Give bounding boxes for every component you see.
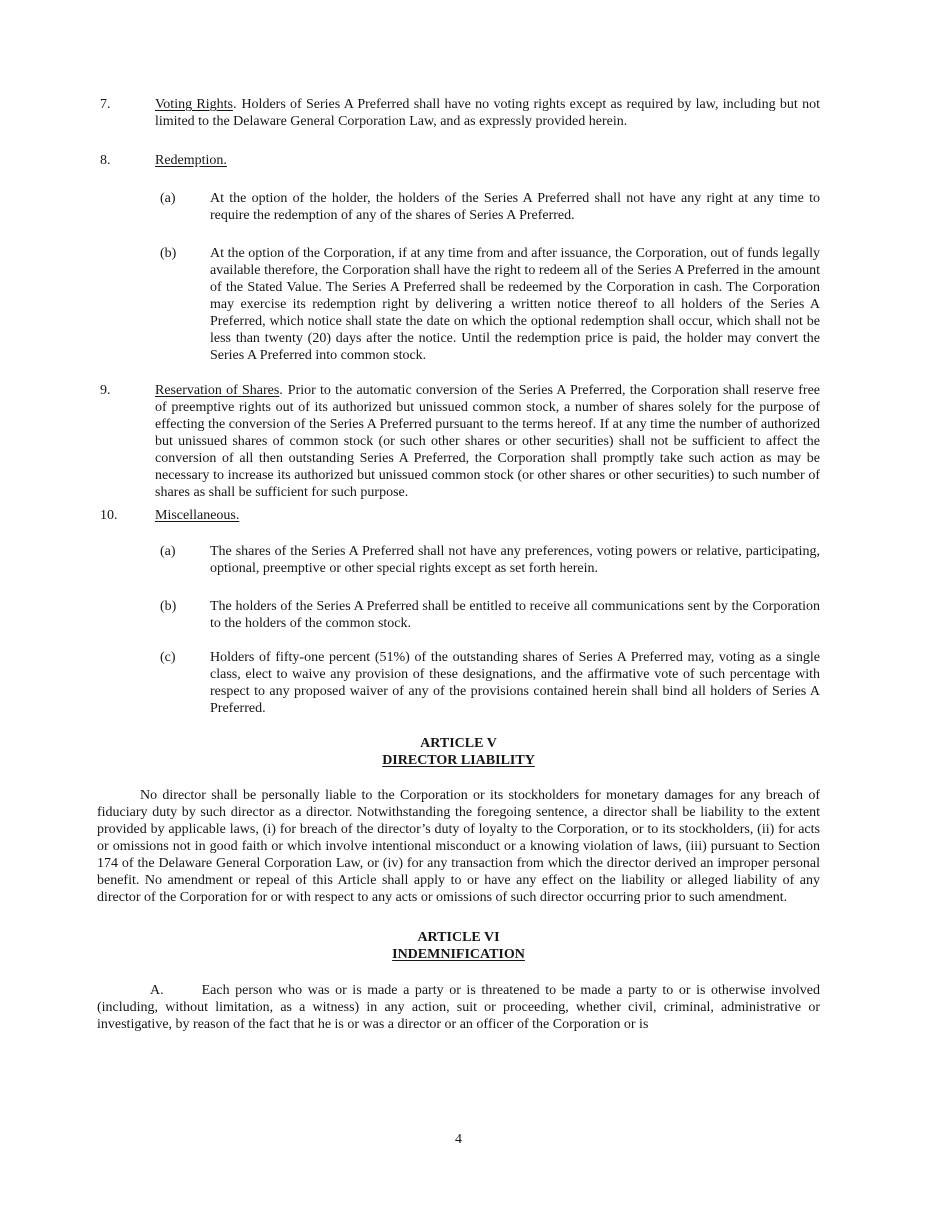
section-body: Holders of Series A Preferred shall have no voting rights except as required by law, including but not limited to the Delaware General Corporation Law, and as expressly provided herein. (155, 97, 820, 129)
article-subtitle: DIRECTOR LIABILITY (382, 753, 535, 768)
subitem-letter: (b) (160, 599, 177, 614)
section-number: 10. (100, 508, 118, 523)
heading-separator: . (279, 383, 283, 398)
subitem-10c (0, 649, 937, 717)
subitem-8a (0, 190, 937, 224)
section-heading: Voting Rights (155, 97, 233, 112)
heading-separator: . (232, 97, 237, 112)
article-subtitle: INDEMNIFICATION (392, 947, 525, 962)
subitem-text: Holders of fifty-one percent (51%) of the outstanding shares of Series A Preferred may, voting as a single class, elect to waive any provision of these designations, and the affirmative vote of such percentage with respect to any proposed waiver of any of the provisions contained herein shall bind all holders of Series A Preferred. (210, 650, 820, 716)
section-number: 7. (100, 97, 111, 112)
section-text (155, 96, 820, 130)
subitem-letter: (c) (160, 650, 176, 665)
article-v-paragraph (97, 787, 820, 906)
section-8-redemption (0, 152, 937, 169)
section-9-reservation-of-shares (0, 382, 937, 501)
section-10-miscellaneous (0, 507, 937, 524)
page-number: 4 (455, 1132, 462, 1147)
section-text (155, 382, 820, 501)
subitem-text: The shares of the Series A Preferred shall not have any preferences, voting powers or relative, participating, optional, preemptive or other special rights except as set forth herein. (210, 544, 820, 576)
section-7-voting-rights (0, 96, 937, 130)
section-body: Prior to the automatic conversion of the Series A Preferred, the Corporation shall reserve free of preemptive rights out of its authorized but unissued common stock, a number of shares solely for the purpose of effecting the conversion of the Series A Preferred pursuant to the terms hereof. If at any time the number of authorized but unissued shares of common stock (or such other shares or other securities) shall not be sufficient to affect the conversion of all then outstanding Series A Preferred, the Corporation shall promptly take such action as may be necessary to increase its authorized but unissued common stock (or other shares or other securities) to such number of shares as shall be sufficient for such purpose. (155, 383, 820, 500)
section-heading: Miscellaneous. (155, 508, 240, 523)
subitem-8b (0, 245, 937, 364)
subitem-10a (0, 543, 937, 577)
subitem-letter: (a) (160, 544, 176, 559)
article-v-heading (97, 735, 820, 769)
paragraph-text: No director shall be personally liable to the Corporation or its stockholders for monetary damages for any breach of fiduciary duty by such director as a director. Notwithstanding the foregoing sentence, a director shall be liability to the extent provided by applicable laws, (i) for breach of the director’s duty of loyalty to the Corporation, or to its stockholders, (ii) for acts or omissions not in good faith or which involve intentional misconduct or a knowing violation of laws, (iii) pursuant to Section 174 of the Delaware General Corporation Law, or (iv) for any transaction from which the director derived an improper personal benefit. No amendment or repeal of this Article shall apply to or have any effect on the liability or alleged liability of any director of the Corporation for or with respect to any acts or omissions of such director occurring prior to such amendment. (97, 788, 820, 905)
article-vi-paragraph-a (97, 982, 820, 1033)
section-text (155, 152, 820, 169)
subitem-text: At the option of the Corporation, if at any time from and after issuance, the Corporation, out of funds legally available therefore, the Corporation shall have the right to redeem all of the Series A Preferred in the amount of the Stated Value. The Series A Preferred shall be redeemed by the Corporation in cash. The Corporation may exercise its redemption right by delivering a written notice thereof to all holders of the Series A Preferred, which notice shall state the date on which the optional redemption shall occur, which shall not be less than twenty (20) days after the notice. Until the redemption price is paid, the holder may convert the Series A Preferred into common stock. (210, 246, 820, 363)
subitem-10b (0, 598, 937, 632)
subitem-letter: (a) (160, 191, 176, 206)
paragraph-text: Each person who was or is made a party or is threatened to be made a party to or is otherwise involved (including, without limitation, as a witness) in any action, suit or proceeding, whether civil, criminal, administrative or investigative, by reason of the fact that he is or was a director or an officer of the Corporation or is (97, 983, 820, 1032)
article-title: ARTICLE VI (417, 930, 500, 945)
article-vi-heading (97, 929, 820, 963)
section-text (155, 507, 820, 524)
section-number: 9. (100, 383, 111, 398)
subitem-text: At the option of the holder, the holders of the Series A Preferred shall not have any right at any time to require the redemption of any of the shares of Series A Preferred. (210, 191, 820, 223)
article-title: ARTICLE V (420, 736, 497, 751)
section-heading: Reservation of Shares (155, 383, 280, 398)
subitem-letter: (b) (160, 246, 177, 261)
paragraph-lead: A. (150, 983, 164, 998)
subitem-text: The holders of the Series A Preferred shall be entitled to receive all communications sent by the Corporation to the holders of the common stock. (210, 599, 820, 631)
section-number: 8. (100, 153, 111, 168)
section-heading: Redemption. (155, 153, 227, 168)
